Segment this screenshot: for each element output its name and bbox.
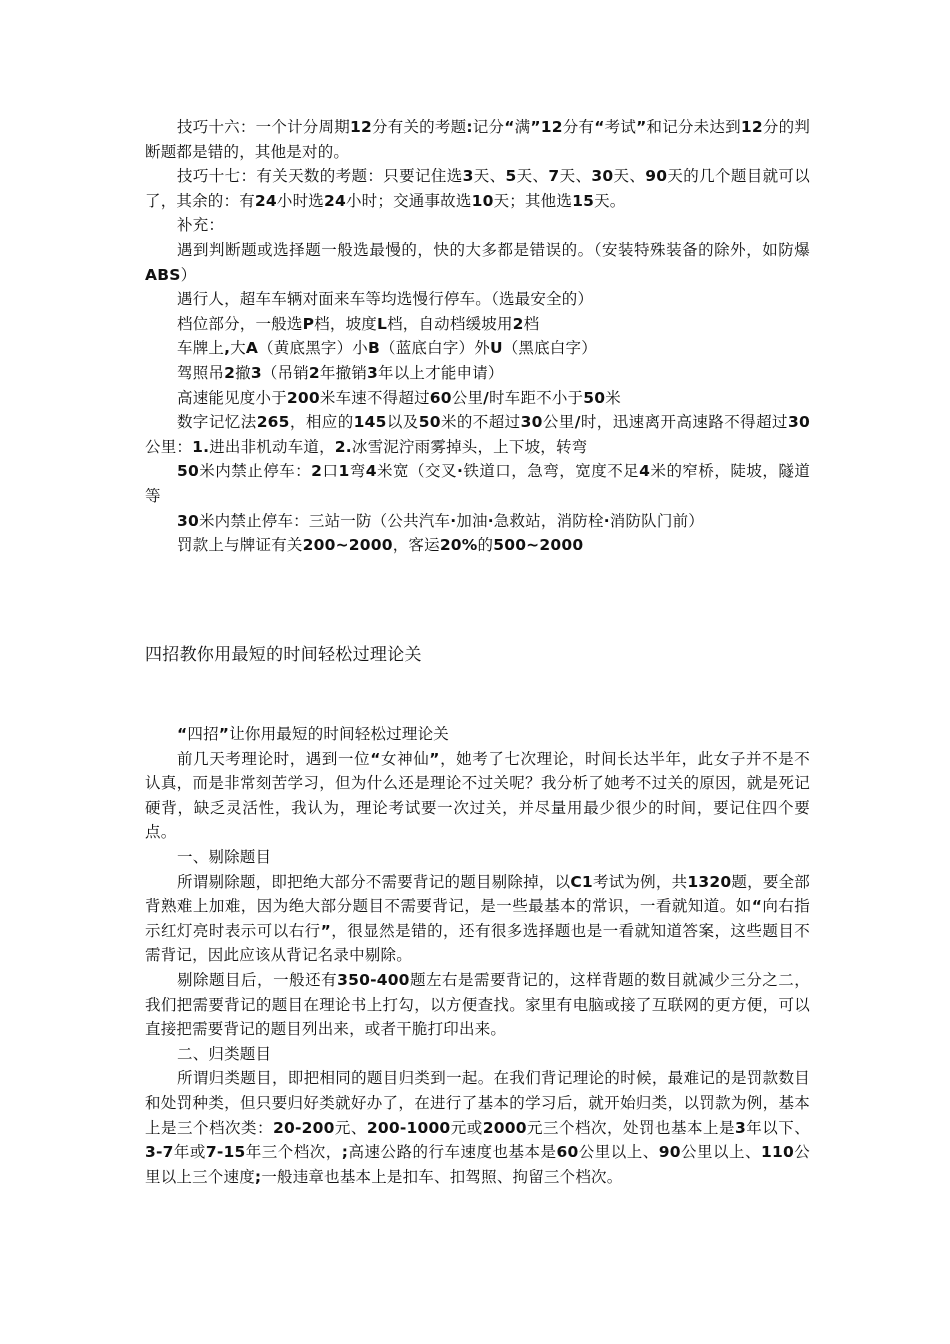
bold-run: 3 bbox=[462, 167, 474, 186]
paragraph bbox=[145, 410, 810, 459]
bold-run: 200~2000 bbox=[302, 536, 393, 555]
text-run: 元、 bbox=[334, 1118, 367, 1137]
bold-run: ”12 bbox=[530, 118, 563, 136]
bold-run: 2000 bbox=[482, 1118, 527, 1137]
section-heading: 四招教你用最短的时间轻松过理论关 bbox=[145, 645, 422, 665]
bold-run: 2 bbox=[224, 363, 236, 382]
text-run: 档，坡度 bbox=[314, 314, 377, 333]
text-run: 口 bbox=[322, 462, 339, 481]
text-run: 小时选 bbox=[276, 191, 324, 210]
bold-run: 200 bbox=[286, 388, 320, 407]
paragraph bbox=[145, 968, 810, 1042]
text-run: 天、 bbox=[473, 167, 506, 186]
bold-run: 10 bbox=[471, 191, 494, 210]
bold-run: 110 bbox=[761, 1143, 794, 1162]
paragraph bbox=[145, 533, 810, 558]
bold-run: U bbox=[489, 339, 503, 358]
bold-run: 2 bbox=[512, 314, 524, 333]
text-run: 年以上才能申请） bbox=[378, 363, 504, 382]
text-run: 撤 bbox=[235, 363, 251, 382]
bold-run: · bbox=[456, 462, 464, 481]
paragraph bbox=[145, 870, 810, 968]
bold-run: C1 bbox=[570, 872, 593, 891]
text-run: 铁道口，急弯，宽度不足 bbox=[463, 462, 640, 481]
text-run: 一、剔除题目 bbox=[177, 847, 272, 866]
paragraph bbox=[145, 459, 810, 508]
text-run: 高速公路的行车速度也基本是 bbox=[348, 1143, 557, 1162]
text-run: （吊销 bbox=[261, 363, 309, 382]
paragraph bbox=[145, 386, 810, 411]
bold-run: 50 bbox=[418, 413, 441, 432]
text-run: 米宽（交叉 bbox=[376, 462, 457, 481]
text-run: 和记分未达到 bbox=[646, 118, 741, 136]
bold-run: 30 bbox=[177, 511, 199, 530]
paragraph bbox=[145, 845, 810, 870]
bold-run: 200-1000 bbox=[366, 1118, 451, 1137]
bold-run: 50 bbox=[583, 388, 606, 407]
text-run: 技巧十七：有关天数的考题：只要记住选 bbox=[177, 167, 463, 186]
text-run: 技巧十六：一个计分周期 bbox=[177, 118, 350, 136]
bold-run: ” bbox=[636, 118, 647, 136]
bold-run: ABS bbox=[145, 265, 181, 284]
text-run: 天；其他选 bbox=[493, 191, 573, 210]
text-run: 米内禁止停车：三站一防（公共汽车 bbox=[198, 511, 451, 530]
bold-run: ” bbox=[218, 725, 230, 743]
text-run: 弯 bbox=[349, 462, 366, 481]
bold-run: 145 bbox=[353, 413, 387, 432]
bold-run: “ bbox=[504, 118, 515, 136]
text-run: ，相应的 bbox=[289, 413, 354, 432]
paragraph bbox=[145, 722, 810, 747]
article-section bbox=[145, 722, 810, 1189]
bold-run: “ bbox=[594, 118, 605, 136]
text-run: 的 bbox=[477, 536, 494, 555]
text-run: ，客运 bbox=[392, 536, 440, 555]
text-run: 遇行人，超车车辆对面来车等均选慢行停车。（选最安全的） bbox=[177, 290, 594, 309]
bold-run: 500~2000 bbox=[493, 536, 584, 555]
bold-run: 12 bbox=[349, 118, 372, 136]
bold-run: 5 bbox=[505, 167, 517, 186]
bold-run: 90 bbox=[645, 167, 668, 186]
text-run: ，很显然是错的，还有很多选择题也是一看就知道答案，这些题目不需背记，因此应该从背记名录中剔除。 bbox=[145, 921, 810, 965]
text-run: 大 bbox=[230, 339, 246, 358]
bold-run: 2 bbox=[308, 363, 320, 382]
paragraph bbox=[145, 1066, 810, 1189]
bold-run: 4 bbox=[365, 462, 377, 481]
text-run: ） bbox=[180, 265, 197, 284]
bold-run: · bbox=[450, 511, 457, 530]
text-run: 米的不超过 bbox=[440, 413, 521, 432]
bold-run: / bbox=[574, 413, 581, 432]
text-run: 记分 bbox=[472, 118, 505, 136]
bold-run: 24 bbox=[254, 191, 277, 210]
text-run: 公里以上三个速度 bbox=[145, 1143, 810, 1186]
text-run: 天、 bbox=[516, 167, 549, 186]
paragraph bbox=[145, 747, 810, 845]
bold-run: 20% bbox=[439, 536, 478, 555]
bold-run: , bbox=[224, 339, 231, 358]
paragraph bbox=[145, 287, 810, 312]
text-run: 四招 bbox=[187, 725, 219, 743]
text-run: 时，迅速离开高速路不得超过 bbox=[580, 413, 788, 432]
bold-run: ” bbox=[429, 749, 440, 768]
bold-run: A bbox=[245, 339, 259, 358]
text-run: 分有关的考题 bbox=[371, 118, 467, 136]
text-run: 年或 bbox=[173, 1143, 206, 1162]
text-run: ，她考了七次理论，时间长达半年，此女子并不是不认真，而是非常刻苦学习，但为什么还是理论不过关呢？我分析了她考不过关的原因，就是死记硬背，缺乏灵活性，我认为，理论考试要一次过关，并尽量用最少很少的时间，要记住四个要点。 bbox=[145, 749, 810, 842]
text-run: 高速能见度小于 bbox=[177, 388, 287, 407]
text-run: 元三个档次，处罚也基本上是 bbox=[526, 1118, 735, 1137]
text-run: 米车速不得超过 bbox=[319, 388, 430, 407]
paragraph bbox=[145, 115, 810, 164]
text-run: 剔除题目后，一般还有 bbox=[177, 970, 338, 989]
bold-run: “ bbox=[370, 749, 381, 768]
paragraph bbox=[145, 1042, 810, 1067]
text-run: 女神仙 bbox=[380, 749, 430, 768]
text-run: 加油 bbox=[456, 511, 488, 530]
paragraph bbox=[145, 238, 810, 287]
text-run: 消防队门前） bbox=[609, 511, 704, 530]
text-run: 公里以上、 bbox=[578, 1143, 659, 1162]
text-run: 考试为例，共 bbox=[592, 872, 688, 891]
bold-run: 12 bbox=[740, 118, 763, 136]
bold-run: 3 bbox=[735, 1118, 746, 1137]
text-run: 驾照吊 bbox=[177, 363, 225, 382]
text-run: 档，自动档缓坡用 bbox=[387, 314, 513, 333]
text-run: 一般违章也基本上是扣车、扣驾照、拘留三个档次。 bbox=[261, 1167, 623, 1186]
text-run: 所谓归类题目，即把相同的题目归类到一起。在我们背记理论的时候，最难记的是罚款数目和处罚种类，但只要归好类就好办了，在进行了基本的学习后，就开始归类，以罚款为例，基本上是三个档次类： bbox=[145, 1069, 810, 1137]
bold-run: 90 bbox=[658, 1143, 681, 1162]
bold-run: 7 bbox=[548, 167, 560, 186]
text-run: 数字记忆法 bbox=[177, 413, 257, 432]
bold-run: 4 bbox=[639, 462, 651, 481]
bold-run: B bbox=[368, 339, 381, 358]
bold-run: P bbox=[302, 314, 315, 333]
text-run: 天、 bbox=[613, 167, 646, 186]
paragraph bbox=[145, 312, 810, 337]
text-run: 分的判断题都是错的，其他是对的。 bbox=[145, 118, 811, 161]
paragraph bbox=[145, 164, 810, 213]
bold-run: / bbox=[483, 388, 490, 407]
bold-run: 7-15 bbox=[205, 1143, 246, 1162]
text-run: 档 bbox=[523, 314, 540, 333]
text-run: 满 bbox=[514, 118, 531, 136]
bold-run: “ bbox=[177, 725, 188, 743]
bold-run: 1. bbox=[192, 437, 210, 456]
text-run: 天的几个题目就可以了，其余的：有 bbox=[145, 167, 811, 210]
bold-run: “ bbox=[751, 897, 763, 916]
bold-run: 20-200 bbox=[273, 1118, 335, 1137]
bold-run: 50 bbox=[177, 462, 199, 481]
bold-run: 350-400 bbox=[337, 970, 410, 989]
text-run: 题左右是需要背记的，这样背题的数目就减少三分之二，我们把需要背记的题目在理论书上打勾，以方便查找。家里有电脑或接了互联网的更方便，可以直接把需要背记的题目列出来，或者干脆打印出来。 bbox=[145, 970, 810, 1039]
text-run: 题，要全部背熟难上加难，因为绝大部分题目不需要背记，是一些最基本的常识，一看就知道。如 bbox=[145, 872, 810, 916]
bold-run: 2 bbox=[311, 462, 323, 481]
text-run: 米 bbox=[605, 388, 621, 407]
bold-run: 3 bbox=[367, 363, 379, 382]
text-run: （蓝底白字）外 bbox=[380, 339, 490, 358]
text-run: 档位部分，一般选 bbox=[177, 314, 303, 333]
text-run: 补充： bbox=[177, 216, 225, 235]
text-run: 元或 bbox=[450, 1118, 483, 1137]
bold-run: 60 bbox=[429, 388, 452, 407]
bold-run: L bbox=[376, 314, 388, 333]
text-run: 向右指示红灯亮时表示可以右行 bbox=[145, 897, 810, 940]
text-run: 公里 bbox=[451, 388, 484, 407]
text-run: 年三个档次， bbox=[245, 1143, 342, 1162]
tips-section bbox=[145, 115, 810, 558]
bold-run: 60 bbox=[556, 1143, 579, 1162]
bold-run: ” bbox=[320, 921, 332, 940]
bold-run: ; bbox=[254, 1167, 262, 1186]
text-run: 前几天考理论时，遇到一位 bbox=[177, 749, 371, 768]
paragraph bbox=[145, 509, 810, 534]
bold-run: 30 bbox=[788, 413, 810, 432]
text-run: 公里： bbox=[145, 437, 193, 456]
text-run: 米内禁止停车： bbox=[198, 462, 312, 481]
bold-run: ; bbox=[341, 1143, 349, 1162]
text-run: 时车距不小于 bbox=[489, 388, 584, 407]
bold-run: 3-7 bbox=[145, 1143, 174, 1162]
text-run: 急救站，消防栓 bbox=[493, 511, 604, 530]
text-run: 冰雪泥泞雨雾掉头，上下坡，转弯 bbox=[351, 437, 588, 456]
bold-run: 265 bbox=[256, 413, 290, 432]
text-run: 遇到判断题或选择题一般选最慢的，快的大多都是错误的。（安装特殊装备的除外，如防爆 bbox=[177, 240, 810, 259]
text-run: 米的窄桥，陡坡，隧道等 bbox=[145, 462, 811, 505]
bold-run: · bbox=[487, 511, 494, 530]
text-run: 公里 bbox=[542, 413, 575, 432]
text-run: （黄底黑字）小 bbox=[258, 339, 369, 358]
text-run: 小时；交通事故选 bbox=[345, 191, 472, 210]
text-run: 天、 bbox=[559, 167, 592, 186]
paragraph bbox=[145, 361, 810, 386]
text-run: （黑底白字） bbox=[502, 339, 597, 358]
bold-run: : bbox=[466, 118, 473, 136]
text-run: 年以下、 bbox=[746, 1118, 811, 1137]
text-run: 天。 bbox=[594, 191, 626, 210]
bold-run: 2. bbox=[334, 437, 352, 456]
text-run: 二、归类题目 bbox=[177, 1044, 272, 1063]
text-run: 分有 bbox=[562, 118, 595, 136]
text-run: 进出非机动车道， bbox=[209, 437, 335, 456]
text-run: 所谓剔除题，即把绝大部分不需要背记的题目剔除掉，以 bbox=[177, 872, 571, 891]
text-run: 公里以上、 bbox=[680, 1143, 762, 1162]
bold-run: 3 bbox=[250, 363, 262, 382]
text-run: 年撤销 bbox=[319, 363, 368, 382]
bold-run: 15 bbox=[572, 191, 595, 210]
paragraph bbox=[145, 336, 810, 361]
bold-run: 30 bbox=[520, 413, 543, 432]
bold-run: 1320 bbox=[687, 872, 732, 891]
text-run: 罚款上与牌证有关 bbox=[177, 536, 303, 555]
text-run: 考试 bbox=[604, 118, 637, 136]
text-run: 以及 bbox=[386, 413, 419, 432]
bold-run: 24 bbox=[324, 191, 346, 210]
bold-run: 30 bbox=[591, 167, 614, 186]
bold-run: 1 bbox=[338, 462, 350, 481]
text-run: 让你用最短的时间轻松过理论关 bbox=[229, 725, 449, 743]
text-run: 车牌上 bbox=[177, 339, 225, 358]
bold-run: · bbox=[603, 511, 610, 530]
paragraph bbox=[145, 213, 810, 238]
